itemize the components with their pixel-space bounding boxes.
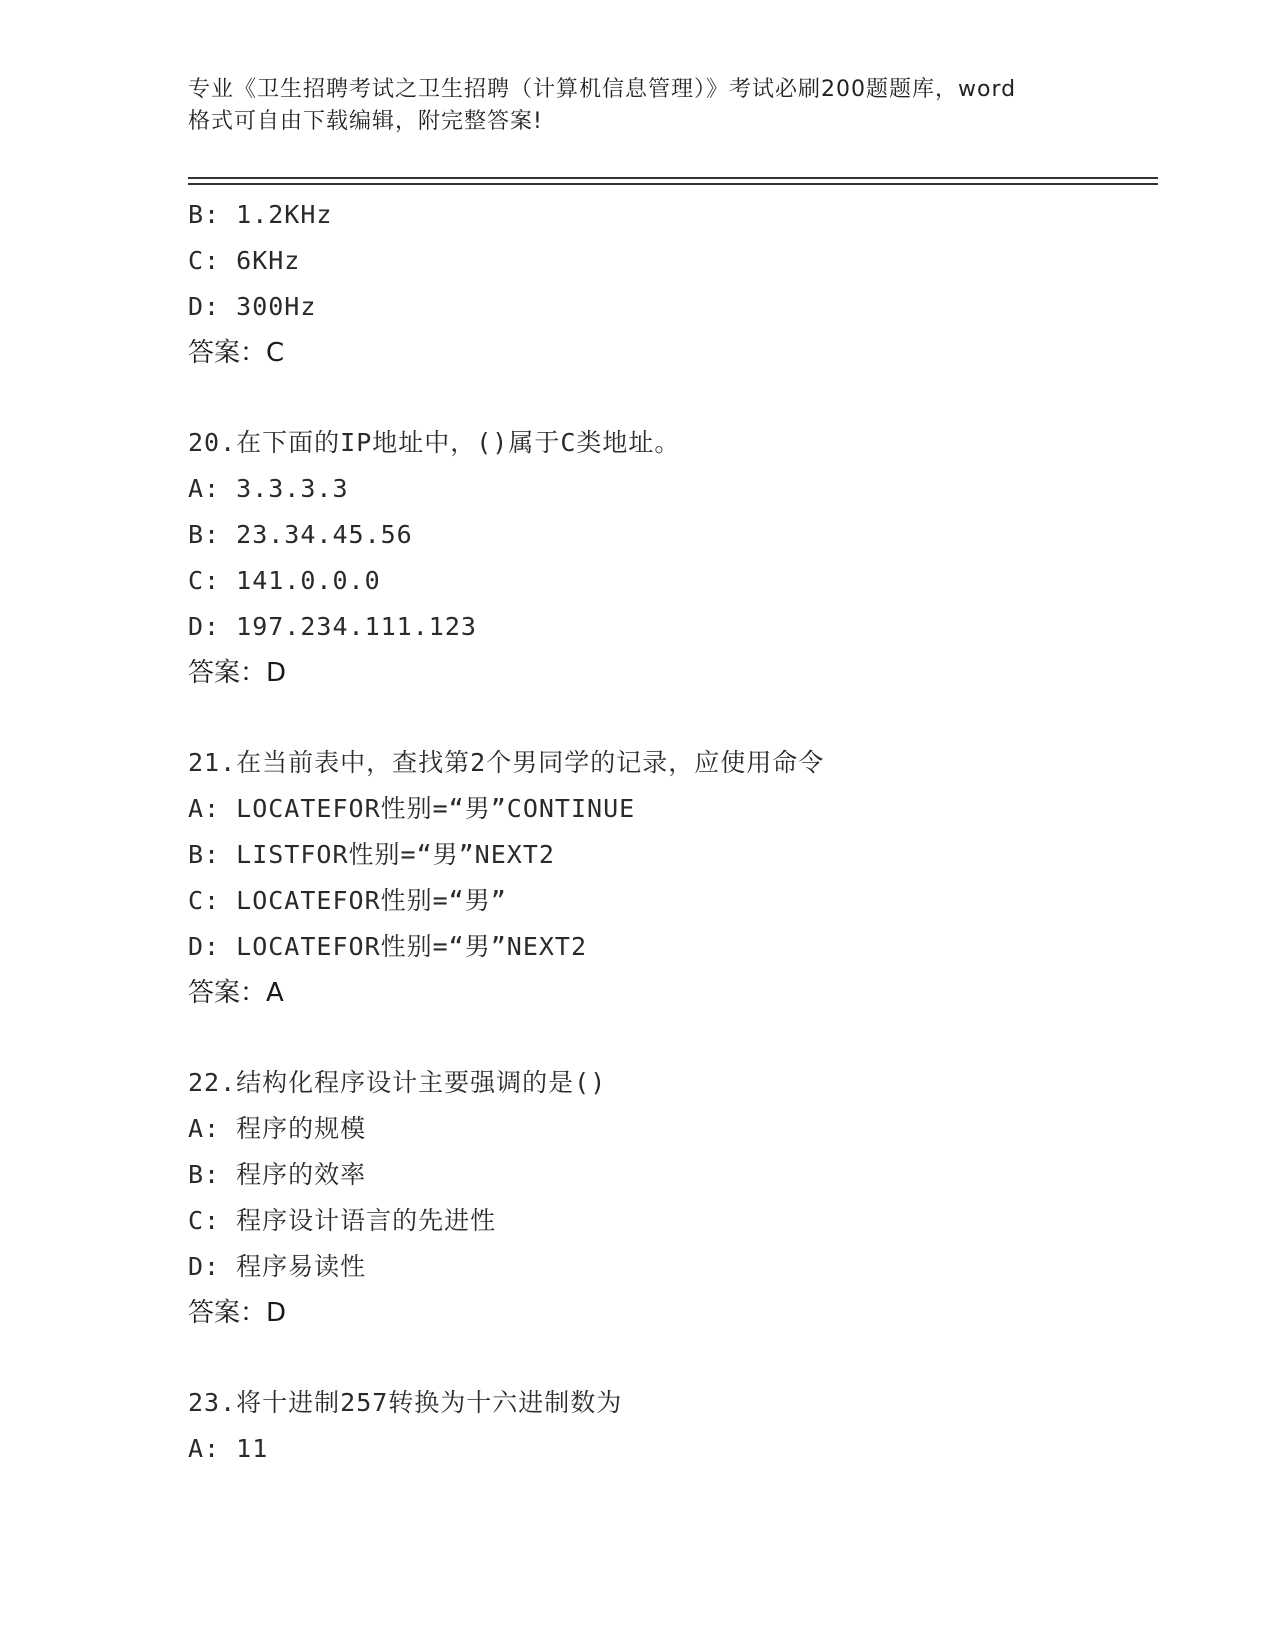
- option-d: D: 程序易读性: [188, 1252, 367, 1281]
- document-body: [188, 192, 1158, 1472]
- option-a: A: 程序的规模: [188, 1114, 367, 1143]
- answer-line: 答案：D: [188, 658, 287, 688]
- option-d: D: LOCATEFOR性别=“男”NEXT2: [188, 932, 588, 961]
- answer-line: 答案：C: [188, 338, 285, 368]
- question-21: [188, 740, 1158, 1016]
- header-divider-top: [188, 177, 1158, 179]
- option-b: B: 1.2KHz: [188, 200, 333, 229]
- option-c: C: 141.0.0.0: [188, 566, 381, 595]
- option-d: D: 300Hz: [188, 292, 317, 321]
- question-stem: 22.结构化程序设计主要强调的是(): [188, 1068, 607, 1097]
- option-b: B: LISTFOR性别=“男”NEXT2: [188, 840, 555, 869]
- option-b: B: 23.34.45.56: [188, 520, 413, 549]
- option-a: A: 11: [188, 1434, 269, 1463]
- question-22: [188, 1060, 1158, 1336]
- question-19-continued: [188, 192, 1158, 376]
- question-23: [188, 1380, 1158, 1472]
- option-a: A: LOCATEFOR性别=“男”CONTINUE: [188, 794, 636, 823]
- option-d: D: 197.234.111.123: [188, 612, 477, 641]
- question-stem: 23.将十进制257转换为十六进制数为: [188, 1388, 623, 1417]
- option-c: C: 6KHz: [188, 246, 301, 275]
- option-a: A: 3.3.3.3: [188, 474, 349, 503]
- header-line-2: 格式可自由下载编辑，附完整答案!: [188, 109, 543, 134]
- answer-line: 答案：A: [188, 978, 284, 1008]
- question-stem: 21.在当前表中，查找第2个男同学的记录，应使用命令: [188, 748, 825, 777]
- option-b: B: 程序的效率: [188, 1160, 367, 1189]
- question-stem: 20.在下面的IP地址中，()属于C类地址。: [188, 428, 681, 457]
- option-c: C: LOCATEFOR性别=“男”: [188, 886, 507, 915]
- header-line-1: 专业《卫生招聘考试之卫生招聘（计算机信息管理）》考试必刷200题题库，word: [188, 77, 1017, 102]
- question-20: [188, 420, 1158, 696]
- header-divider-bottom: [188, 183, 1158, 185]
- answer-line: 答案：D: [188, 1298, 287, 1328]
- document-header: [188, 74, 1088, 138]
- option-c: C: 程序设计语言的先进性: [188, 1206, 497, 1235]
